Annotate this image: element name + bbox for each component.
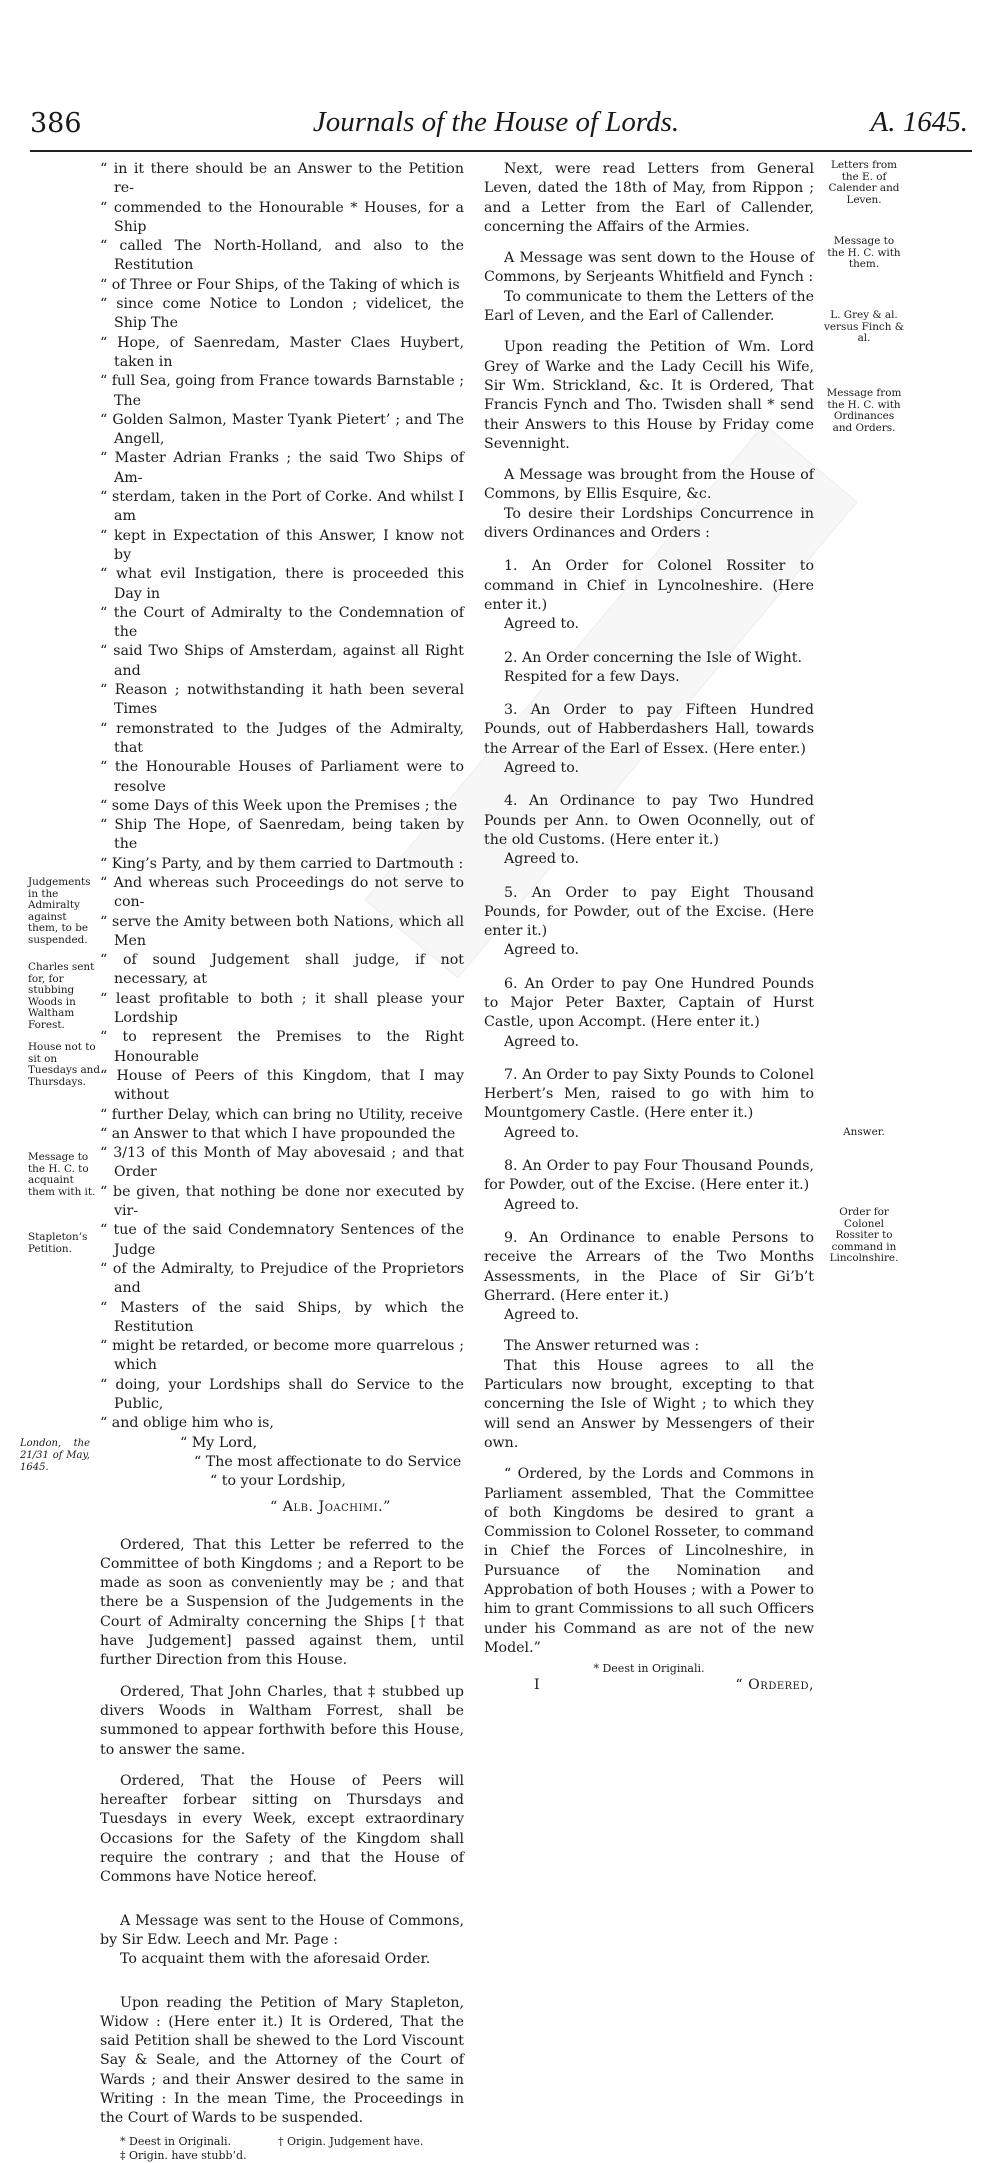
letter-line: “ since come Notice to London ; videlicet, the Ship The	[100, 296, 464, 332]
header-rule	[30, 150, 972, 152]
item-text: 9. An Ordinance to enable Persons to receive the Arrears of the Two Months Assessments, in the Place of Sir Gi’b’t Gherrard. (Here enter it.)	[484, 1229, 814, 1304]
item-result: Agreed to.	[504, 1033, 579, 1050]
stapleton-petition: Upon reading the Petition of Mary Stapleton, Widow : (Here enter it.) It is Ordered, That the said Petition shall be shewed to the Lord Viscount Say & Seale, and the Attorney of the Court of Wards ; and their Answer desired to the same in Writing : In the mean Time, the Proceedings in the Court of Wards to be suspended.	[100, 1994, 464, 2127]
letter-line: “ might be retarded, or become more quarrelous ; which	[100, 1338, 464, 1374]
message-down: A Message was sent down to the House of Commons, by Serjeants Whitfield and Fynch :	[484, 250, 814, 286]
letter-line: “ Hope, of Saenredam, Master Claes Huybert, taken in	[100, 334, 464, 370]
list-item	[484, 975, 814, 1052]
margin-note-answer: Answer.	[843, 1126, 885, 1138]
item-text: 6. An Order to pay One Hundred Pounds to Major Peter Baxter, Captain of Hurst Castle, upon Accompt. (Here enter it.)	[484, 975, 814, 1031]
order-charles: Ordered, That John Charles, that ‡ stubbed up divers Woods in Waltham Forrest, shall be summoned to appear forthwith before this House, to answer the same.	[100, 1683, 464, 1758]
item-text: 4. An Ordinance to pay Two Hundred Pounds per Ann. to Owen Oconnelly, out of the old Customs. (Here enter it.)	[484, 793, 814, 848]
margin-note-rossiter: Order for Colonel Rossiter to command in Lincolnshire.	[829, 1206, 899, 1265]
page-year: A. 1645.	[870, 106, 968, 138]
letter-line: “ some Days of this Week upon the Premises ; the	[100, 797, 458, 814]
list-item	[484, 1157, 814, 1215]
letter-line: “ commended to the Honourable * Houses, for a Ship	[100, 199, 464, 235]
salutation: “ My Lord,	[180, 1434, 258, 1451]
message-communicate: To communicate to them the Letters of the Earl of Leven, and the Earl of Callender.	[484, 288, 814, 325]
item-text: 5. An Order to pay Eight Thousand Pounds, for Powder, out of the Excise. (Here enter it.)	[484, 884, 814, 940]
page-header	[0, 100, 992, 148]
letter-line: “ Masters of the said Ships, by which the Restitution	[100, 1299, 464, 1335]
letter-line: “ what evil Instigation, there is proceeded this Day in	[100, 566, 464, 602]
margin-note-sitting: House not to sit on Tuesdays and Thursdays.	[28, 1041, 100, 1088]
right-column	[484, 160, 814, 1696]
item-result: Agreed to.	[504, 616, 579, 633]
margin-note-letters: Letters from the E. of Calender and Leven.	[828, 159, 900, 206]
message-from-commons: A Message was brought from the House of Commons, by Ellis Esquire, &c.	[484, 467, 814, 503]
letter-line: “ Master Adrian Franks ; the said Two Ships of Am-	[100, 450, 464, 486]
message-purpose: To acquaint them with the aforesaid Order.	[120, 1951, 431, 1968]
margin-note-message: Message to the H. C. to acquaint them with it.	[28, 1151, 96, 1198]
list-item	[484, 701, 814, 778]
letter-line: “ the Honourable Houses of Parliament were to resolve	[100, 759, 464, 795]
letter-line: “ called The North-Holland, and also to the Restitution	[100, 238, 464, 274]
margin-note-charles: Charles sent for, for stubbing Woods in Waltham Forest.	[28, 961, 95, 1031]
letter-line: “ 3/13 of this Month of May abovesaid ; and that Order	[100, 1145, 464, 1181]
footnote: ‡ Origin. have stubb’d.	[120, 2148, 247, 2162]
letter-line: “ remonstrated to the Judges of the Admiralty, that	[100, 720, 464, 756]
letter-line: “ serve the Amity between both Nations, which all Men	[100, 913, 464, 949]
letter-line: “ of Three or Four Ships, of the Taking of which is	[100, 276, 460, 293]
letter-line: “ Golden Salmon, Master Tyank Pietert’ ; and The Angell,	[100, 411, 464, 448]
letters-read: Next, were read Letters from General Leven, dated the 18th of May, from Rippon ; and a Letter from the Earl of Callender, concerning the Affairs of the Armies.	[484, 161, 814, 235]
letter-line: “ And whereas such Proceedings do not serve to con-	[100, 874, 464, 911]
page-title: Journals of the House of Lords.	[312, 106, 680, 138]
footnote: † Origin. Judgement have.	[278, 2134, 424, 2148]
list-item	[484, 557, 814, 634]
margin-note-judgements: Judgements in the Admiralty against them, to be suspended.	[28, 876, 91, 946]
list-item	[484, 1229, 814, 1325]
letter-line: “ said Two Ships of Amsterdam, against all Right and	[100, 643, 464, 679]
letter-line: “ doing, your Lordships shall do Service to the Public,	[100, 1376, 464, 1412]
page-number: 386	[30, 108, 82, 139]
list-item	[484, 884, 814, 961]
margin-note-message-to-hc: Message to the H. C. with them.	[827, 235, 901, 271]
letter-line: “ and oblige him who is,	[100, 1415, 274, 1432]
letter-line: “ tue of the said Condemnatory Sentences of the Judge	[100, 1222, 464, 1258]
answer-text: That this House agrees to all the Particulars now brought, excepting to that concerning the Isle of Wight ; to which they will send an Answer by Messengers of their own.	[484, 1357, 814, 1451]
letter-line: “ an Answer to that which I have propounded the	[100, 1125, 456, 1142]
letter-line: “ full Sea, going from France towards Barnstable ; The	[100, 373, 464, 409]
message-to-commons: A Message was sent to the House of Commons, by Sir Edw. Leech and Mr. Page :	[100, 1912, 464, 1948]
item-text: 1. An Order for Colonel Rossiter to command in Chief in Lyncolneshire. (Here enter it.)	[484, 558, 814, 613]
signature: “ Alb. Joachimi.”	[270, 1498, 391, 1515]
letter-line: “ further Delay, which can bring no Utility, receive	[100, 1106, 463, 1123]
letter-line: “ be given, that nothing be done nor executed by vir-	[100, 1183, 464, 1220]
letter-line: “ the Court of Admiralty to the Condemnation of the	[100, 604, 464, 641]
letter-line: “ sterdam, taken in the Port of Corke. And whilst I am	[100, 489, 464, 525]
letter-line: “ of sound Judgement shall judge, if not necessary, at	[100, 952, 464, 988]
answer-intro: The Answer returned was :	[504, 1338, 700, 1355]
order-house-sitting: Ordered, That the House of Peers will hereafter forbear sitting on Thursdays and Tuesdays in every Week, except extraordinary Occasions for the Safety of the Kingdom shall require the contrary ; and that the House of Commons have Notice hereof.	[100, 1772, 464, 1886]
list-item	[484, 792, 814, 869]
letter-body	[100, 160, 464, 1434]
letter-line: “ Ship The Hope, of Saenredam, being taken by the	[100, 817, 464, 853]
catchword: “ Ordered,	[735, 1677, 814, 1694]
catchword-line	[484, 1676, 814, 1696]
letter-line: “ least profitable to both ; it shall please your Lordship	[100, 990, 464, 1027]
letter-line: “ Reason ; notwithstanding it hath been several Times	[100, 682, 464, 718]
item-result: Agreed to.	[504, 1196, 579, 1213]
footnote: * Deest in Originali.	[593, 1662, 705, 1676]
margin-note-grey: L. Grey & al. versus Finch & al.	[824, 309, 904, 345]
list-item	[484, 1066, 814, 1143]
item-text: 3. An Order to pay Fifteen Hundred Pounds, out of Habberdashers Hall, towards the Arrear of the Earl of Essex. (Here enter.)	[484, 702, 814, 757]
item-result: Agreed to.	[504, 1307, 579, 1324]
letter-dateline: London, the 21/31 of May, 1645.	[20, 1437, 90, 1473]
letter-line: “ House of Peers of this Kingdom, that I may without	[100, 1067, 464, 1104]
item-result: Agreed to.	[504, 942, 579, 959]
grey-petition: Upon reading the Petition of Wm. Lord Grey of Warke and the Lady Cecill his Wife, Sir Wm. Strickland, &c. It is Ordered, That Francis Fynch and Tho. Twisden shall * send their Answers to this House by Friday come Sevennight.	[484, 339, 814, 452]
desire-concurrence: To desire their Lordships Concurrence in divers Ordinances and Orders :	[484, 505, 814, 542]
item-result: Agreed to.	[504, 851, 579, 868]
catch-letter: I	[534, 1677, 540, 1694]
item-text: 7. An Order to pay Sixty Pounds to Colonel Herbert’s Men, raised to go with him to Mountgomery Castle. (Here enter it.)	[484, 1066, 814, 1122]
order-rossiter: “ Ordered, by the Lords and Commons in Parliament assembled, That the Committee of both Kingdoms be desired to grant a Commission to Colonel Rosseter, to command in Chief the Forces of Lincolneshire, in Pursuance of the Nomination and Approbation of both Houses ; with a Power to him to grant Commissions to all such Officers under his Command as are not of the new Model.”	[484, 1466, 814, 1656]
letter-line: “ King’s Party, and by them carried to Dartmouth :	[100, 855, 464, 872]
item-result: Agreed to.	[504, 1124, 579, 1141]
closing-line: “ The most affectionate to do Service	[194, 1453, 462, 1470]
letter-line: “ kept in Expectation of this Answer, I know not by	[100, 527, 464, 563]
margin-note-message-from-hc: Message from the H. C. with Ordinances and Orders.	[826, 387, 902, 434]
order-judgements: Ordered, That this Letter be referred to the Committee of both Kingdoms ; and a Report to be made as soon as conveniently may be ; and that there be a Suspension of the Judgements in the Court of Admiralty concerning the Ships [† that have Judgement] passed against them, until further Direction from this House.	[100, 1536, 464, 1669]
letter-signature-block	[20, 1434, 464, 1524]
item-result: Respited for a few Days.	[504, 668, 680, 685]
item-text: 8. An Order to pay Four Thousand Pounds, for Powder, out of the Excise. (Here enter it.)	[484, 1158, 814, 1194]
footnotes	[100, 2135, 464, 2163]
letter-line: “ to represent the Premises to the Right Honourable	[100, 1029, 464, 1065]
item-result: Agreed to.	[504, 760, 579, 777]
footnote: * Deest in Originali.	[120, 2134, 232, 2148]
item-text: 2. An Order concerning the Isle of Wight.	[504, 649, 802, 666]
letter-line: “ of the Admiralty, to Prejudice of the Proprietors and	[100, 1260, 464, 1297]
letter-line: “ in it there should be an Answer to the Petition re-	[100, 161, 464, 197]
list-item	[484, 649, 814, 688]
margin-note-stapleton: Stapleton’s Petition.	[28, 1231, 88, 1255]
closing-line: “ to your Lordship,	[210, 1472, 346, 1489]
